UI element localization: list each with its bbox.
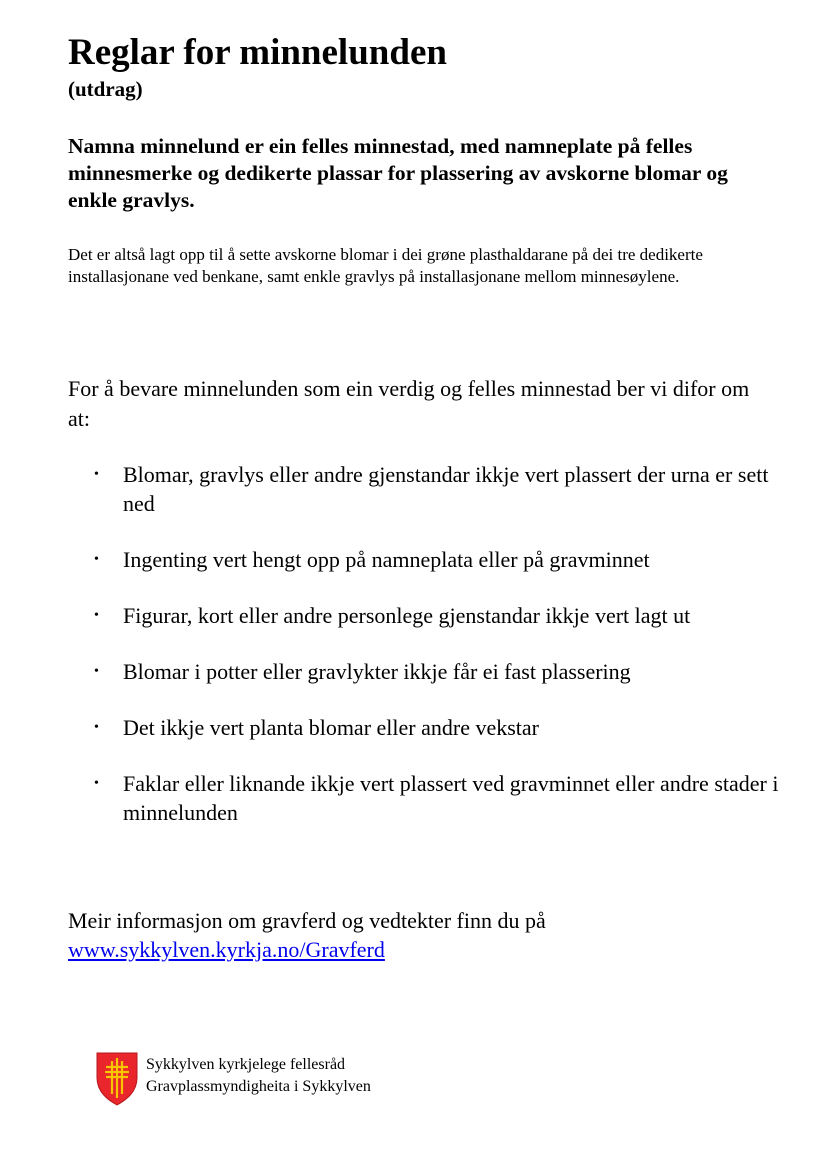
document-page	[68, 30, 788, 962]
list-item	[68, 460, 788, 518]
org-sub: Gravplassmyndigheita i Sykkylven	[146, 1078, 371, 1095]
info-text: Meir informasjon om gravferd og vedtekter finn du på	[68, 908, 546, 933]
info-paragraph	[68, 906, 768, 964]
intro-paragraph: For å bevare minnelunden som ein verdig og felles minnestad ber vi difor om at:	[68, 376, 750, 431]
rule-text: Blomar, gravlys eller andre gjenstandar ikkje vert plassert der urna er sett ned	[123, 462, 769, 516]
rule-text: Det ikkje vert planta blomar eller andre vekstar	[123, 715, 539, 740]
organization-lines	[146, 1054, 371, 1098]
list-item	[68, 601, 788, 630]
rule-text: Blomar i potter eller gravlykter ikkje får ei fast plassering	[123, 659, 631, 684]
gravferd-link[interactable]: www.sykkylven.kyrkja.no/Gravferd	[68, 937, 385, 962]
bullet-icon: •	[94, 552, 99, 567]
list-item	[68, 713, 788, 742]
rules-list	[68, 460, 788, 854]
organization-footer	[96, 1052, 371, 1106]
rule-text: Faklar eller liknande ikkje vert plassert ved gravminnet eller andre stader i minnelunden	[123, 771, 779, 825]
page-title: Reglar for minnelunden	[68, 32, 447, 73]
lead-paragraph: Namna minnelund er ein felles minnestad, med namneplate på felles minnesmerke og dedikerte plassar for plassering av avskorne blomar og enkle gravlys.	[68, 134, 728, 212]
bullet-icon: •	[94, 608, 99, 623]
rule-text: Figurar, kort eller andre personlege gjenstandar ikkje vert lagt ut	[123, 603, 691, 628]
list-item	[68, 545, 788, 574]
church-of-norway-shield-icon	[96, 1052, 138, 1106]
list-item	[68, 769, 788, 827]
page-subtitle: (utdrag)	[68, 77, 143, 101]
bullet-icon: •	[94, 720, 99, 735]
bullet-icon: •	[94, 467, 99, 482]
rule-text: Ingenting vert hengt opp på namneplata eller på gravminnet	[123, 547, 650, 572]
bullet-icon: •	[94, 776, 99, 791]
note-paragraph: Det er altså lagt opp til å sette avskorne blomar i dei grøne plasthaldarane på dei tre dedikerte installasjonane ved benkane, samt enkle gravlys på installasjonane mellom minnesøylene.	[68, 245, 703, 286]
bullet-icon: •	[94, 664, 99, 679]
org-name: Sykkylven kyrkjelege fellesråd	[146, 1056, 346, 1073]
list-item	[68, 657, 788, 686]
